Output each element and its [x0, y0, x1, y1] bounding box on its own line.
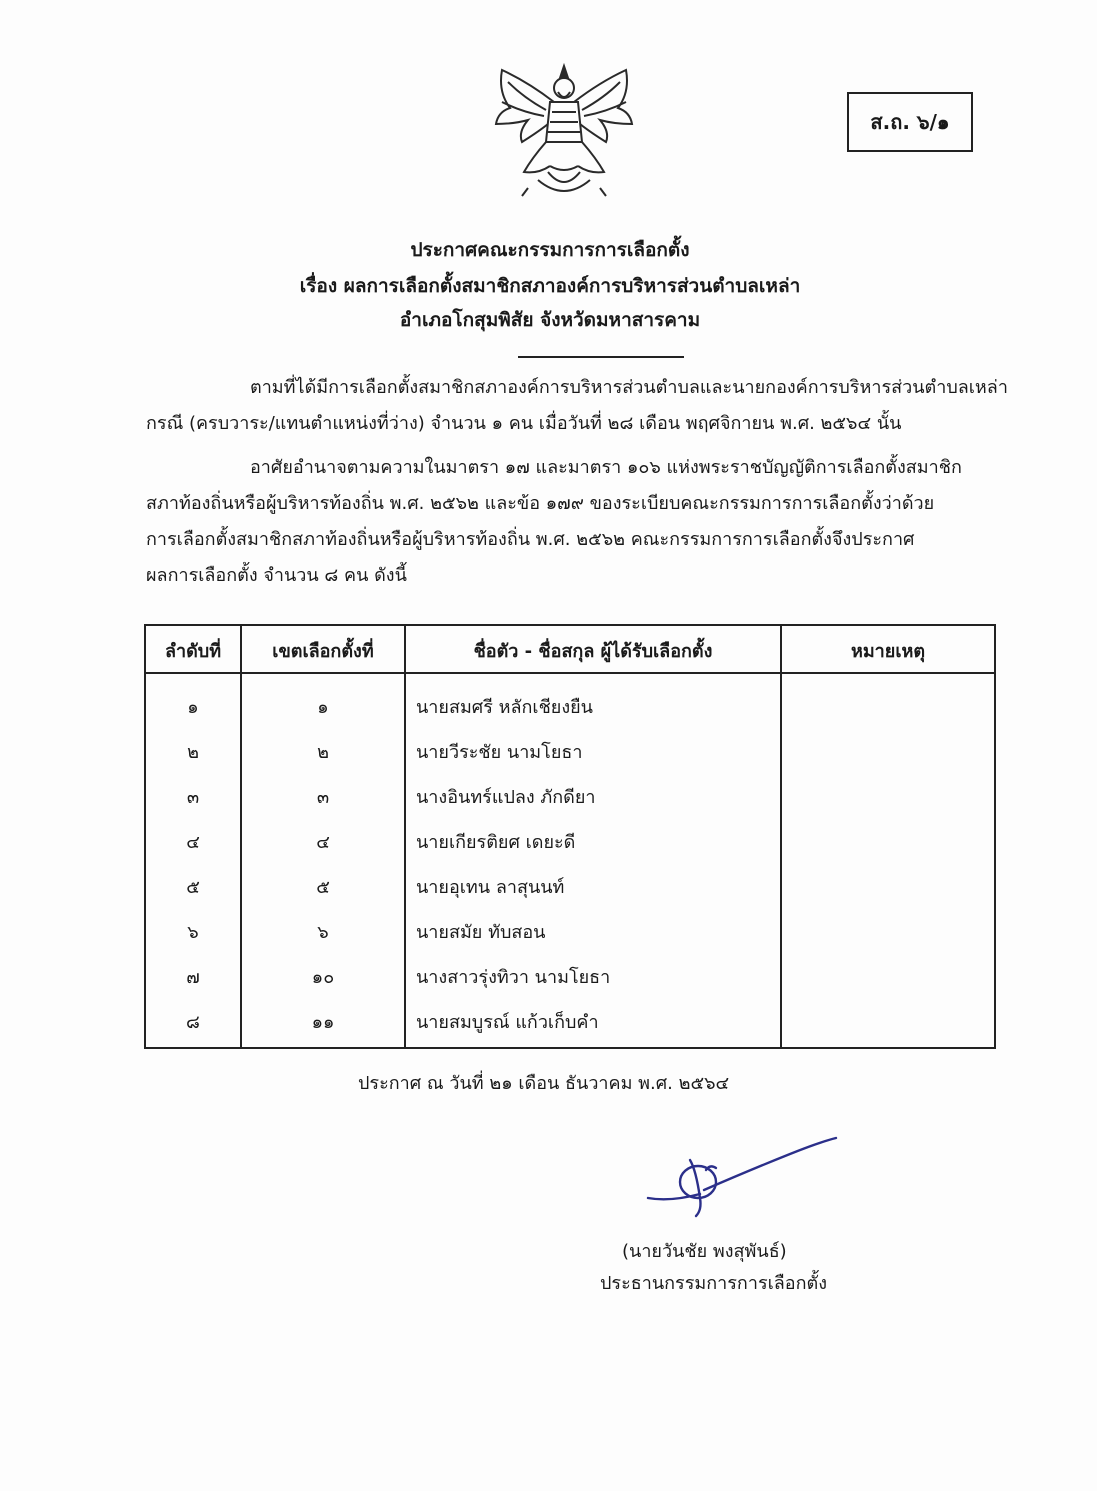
cell-name: นายสมัย ทับสอน — [416, 922, 546, 943]
cell-name: นางสาวรุ่งทิวา นามโยธา — [416, 967, 611, 988]
cell-name: นายเกียรติยศ เดยะดี — [416, 832, 576, 853]
table-row — [146, 862, 994, 906]
cell-order: ๑ — [187, 697, 199, 718]
cell-district: ๔ — [316, 832, 330, 853]
signer-title: ประธานกรรมการการเลือกตั้ง — [600, 1273, 827, 1294]
cell-order: ๖ — [187, 922, 199, 943]
cell-order: ๒ — [187, 742, 199, 763]
garuda-emblem-icon — [488, 62, 640, 202]
table-row — [146, 772, 994, 816]
cell-name: นางอินทร์แปลง ภักดียา — [416, 787, 596, 808]
header-order: ลำดับที่ — [164, 641, 222, 662]
cell-district: ๖ — [317, 922, 329, 943]
paragraph-authority — [146, 450, 1001, 594]
cell-order: ๓ — [186, 787, 200, 808]
announcement-title: ประกาศคณะกรรมการการเลือกตั้ง — [410, 239, 690, 261]
paragraph-line: สภาท้องถิ่นหรือผู้บริหารท้องถิ่น พ.ศ. ๒๕๖๒ และข้อ ๑๗๙ ของระเบียบคณะกรรมการการเลือกตั้งว่าด้วย — [146, 493, 935, 514]
cell-district: ๕ — [316, 877, 330, 898]
cell-order: ๗ — [186, 967, 200, 988]
table-row — [146, 817, 994, 861]
heading-divider — [518, 356, 684, 358]
table-row — [146, 997, 994, 1041]
header-district: เขตเลือกตั้งที่ — [272, 641, 374, 662]
paragraph-line: อาศัยอำนาจตามความในมาตรา ๑๗ และมาตรา ๑๐๖ แห่งพระราชบัญญัติการเลือกตั้งสมาชิก — [250, 457, 962, 478]
announcement-date: ประกาศ ณ วันที่ ๒๑ เดือน ธันวาคม พ.ศ. ๒๕๖๔ — [358, 1073, 730, 1094]
announcement-subject: เรื่อง ผลการเลือกตั้งสมาชิกสภาองค์การบริหารส่วนตำบลเหล่า — [299, 275, 801, 297]
cell-name: นายอุเทน ลาสุนนท์ — [416, 877, 565, 898]
cell-name: นายวีระชัย นามโยธา — [416, 742, 583, 763]
paragraph-preamble — [146, 370, 1008, 442]
cell-name: นายสมศรี หลักเชียงยืน — [416, 697, 593, 718]
cell-order: ๘ — [186, 1012, 200, 1033]
form-code-box: ส.ถ. ๖/๑ — [847, 92, 973, 152]
paragraph-line: ตามที่ได้มีการเลือกตั้งสมาชิกสภาองค์การบริหารส่วนตำบลและนายกองค์การบริหารส่วนตำบลเหล่า — [250, 377, 1008, 398]
table-row — [146, 952, 994, 996]
cell-district: ๑ — [317, 697, 329, 718]
cell-district: ๑๑ — [311, 1012, 335, 1033]
paragraph-line: กรณี (ครบวาระ/แทนตำแหน่งที่ว่าง) จำนวน ๑ คน เมื่อวันที่ ๒๘ เดือน พฤศจิกายน พ.ศ. ๒๕๖๔ นั้น — [146, 413, 902, 434]
cell-district: ๓ — [316, 787, 330, 808]
table-row — [146, 907, 994, 951]
signature-mark — [640, 1130, 850, 1220]
cell-district: ๒ — [317, 742, 329, 763]
header-divider — [146, 672, 994, 674]
election-results-table — [144, 624, 996, 1049]
header-remark: หมายเหตุ — [850, 641, 926, 662]
header-name: ชื่อตัว - ชื่อสกุล ผู้ได้รับเลือกตั้ง — [473, 641, 713, 662]
paragraph-line: ผลการเลือกตั้ง จำนวน ๘ คน ดังนี้ — [146, 565, 407, 586]
cell-order: ๔ — [186, 832, 200, 853]
paragraph-line: การเลือกตั้งสมาชิกสภาท้องถิ่นหรือผู้บริหารท้องถิ่น พ.ศ. ๒๕๖๒ คณะกรรมการการเลือกตั้งจึงประกาศ — [146, 529, 915, 550]
table-row — [146, 682, 994, 726]
cell-district: ๑๐ — [311, 967, 335, 988]
cell-name: นายสมบูรณ์ แก้วเก็บคำ — [416, 1012, 599, 1033]
table-row — [146, 727, 994, 771]
cell-order: ๕ — [186, 877, 200, 898]
signer-name: (นายวันชัย พงสุพันธ์) — [622, 1241, 787, 1262]
announcement-location: อำเภอโกสุมพิสัย จังหวัดมหาสารคาม — [399, 309, 701, 331]
